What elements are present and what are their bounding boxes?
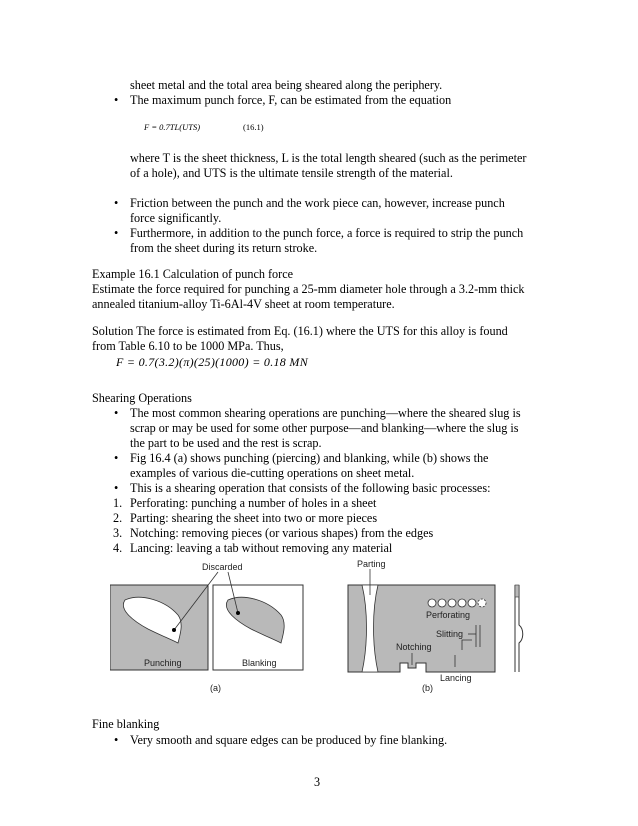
shearing-bullet-1-line-3: the part to be used and the rest is scrap. (130, 436, 322, 450)
label-discarded: Discarded (202, 562, 243, 572)
bullet-symbol: • (114, 451, 119, 465)
bullet-strip-line-1: Furthermore, in addition to the punch force, a force is required to strip the punch (130, 226, 524, 240)
side-view-profile (515, 585, 523, 672)
bullet-symbol: • (114, 93, 119, 107)
list-number: 1. (113, 496, 123, 510)
shearing-bullet-1-line-1: The most common shearing operations are punching—where the sheared slug is (130, 406, 521, 420)
list-number: 3. (113, 526, 123, 540)
example-line-1: Estimate the force required for punching a 25-mm diameter hole through a 3.2-mm thick (92, 282, 525, 296)
shearing-bullet-2-line-1: Fig 16.4 (a) shows punching (piercing) and blanking, while (b) shows the (130, 451, 489, 465)
solution-equation: F = 0.7(3.2)(π)(25)(1000) = 0.18 MN (116, 355, 309, 369)
list-item-perforating: Perforating: punching a number of holes in a sheet (130, 496, 377, 510)
figure-die-cutting (110, 555, 540, 700)
label-a: (a) (210, 683, 221, 693)
shearing-heading: Shearing Operations (92, 391, 192, 405)
discarded-dot-1 (172, 628, 176, 632)
fine-blanking-bullet: Very smooth and square edges can be produced by fine blanking. (130, 733, 448, 747)
label-punching: Punching (144, 658, 182, 668)
bullet-symbol: • (114, 481, 119, 495)
bullet-symbol: • (114, 406, 119, 420)
discarded-dot-2 (236, 611, 240, 615)
bullet-symbol: • (114, 226, 119, 240)
label-blanking: Blanking (242, 658, 277, 668)
label-lancing: Lancing (440, 673, 472, 683)
list-item-parting: Parting: shearing the sheet into two or more pieces (130, 511, 378, 525)
list-item-lancing: Lancing: leaving a tab without removing any material (130, 541, 393, 555)
bullet-strip-line-2: from the sheet during its return stroke. (130, 241, 318, 255)
bullet-max-punch-force: The maximum punch force, F, can be estimated from the equation (130, 93, 452, 107)
solution-line-1: Solution The force is estimated from Eq. (16.1) where the UTS for this alloy is found (92, 324, 508, 338)
side-view-top (515, 585, 519, 597)
shearing-bullet-3-line-1: This is a shearing operation that consists of the following basic processes: (130, 481, 491, 495)
label-parting: Parting (357, 559, 386, 569)
label-perforating: Perforating (426, 610, 471, 620)
bullet-friction-line-1: Friction between the punch and the work piece can, however, increase punch (130, 196, 505, 210)
bullet-symbol: • (114, 733, 119, 747)
where-line-1: where T is the sheet thickness, L is the total length sheared (such as the perimeter (130, 151, 527, 165)
bullet-symbol: • (114, 196, 119, 210)
solution-line-2: from Table 6.10 to be 1000 MPa. Thus, (92, 339, 284, 353)
list-item-notching: Notching: removing pieces (or various shapes) from the edges (130, 526, 434, 540)
list-number: 2. (113, 511, 123, 525)
where-line-2: of a hole), and UTS is the ultimate tensile strength of the material. (130, 166, 453, 180)
intro-line: sheet metal and the total area being sheared along the periphery. (130, 78, 443, 92)
shearing-bullet-2-line-2: examples of various die-cutting operations on sheet metal. (130, 466, 415, 480)
shearing-bullet-1-line-2: scrap or may be used for some other purpose—and blanking—where the slug is (130, 421, 519, 435)
example-title: Example 16.1 Calculation of punch force (92, 267, 294, 281)
label-slitting: Slitting (436, 629, 464, 639)
list-number: 4. (113, 541, 123, 555)
equation-16-1-number: (16.1) (243, 122, 264, 132)
bullet-friction-line-2: force significantly. (130, 211, 222, 225)
page-number: 3 (314, 775, 321, 789)
example-line-2: annealed titanium-alloy Ti-6Al-4V sheet at room temperature. (92, 297, 395, 311)
equation-16-1: F = 0.7TL(UTS) (144, 122, 201, 132)
label-b: (b) (422, 683, 433, 693)
fine-blanking-heading: Fine blanking (92, 717, 160, 731)
label-notching: Notching (396, 642, 432, 652)
